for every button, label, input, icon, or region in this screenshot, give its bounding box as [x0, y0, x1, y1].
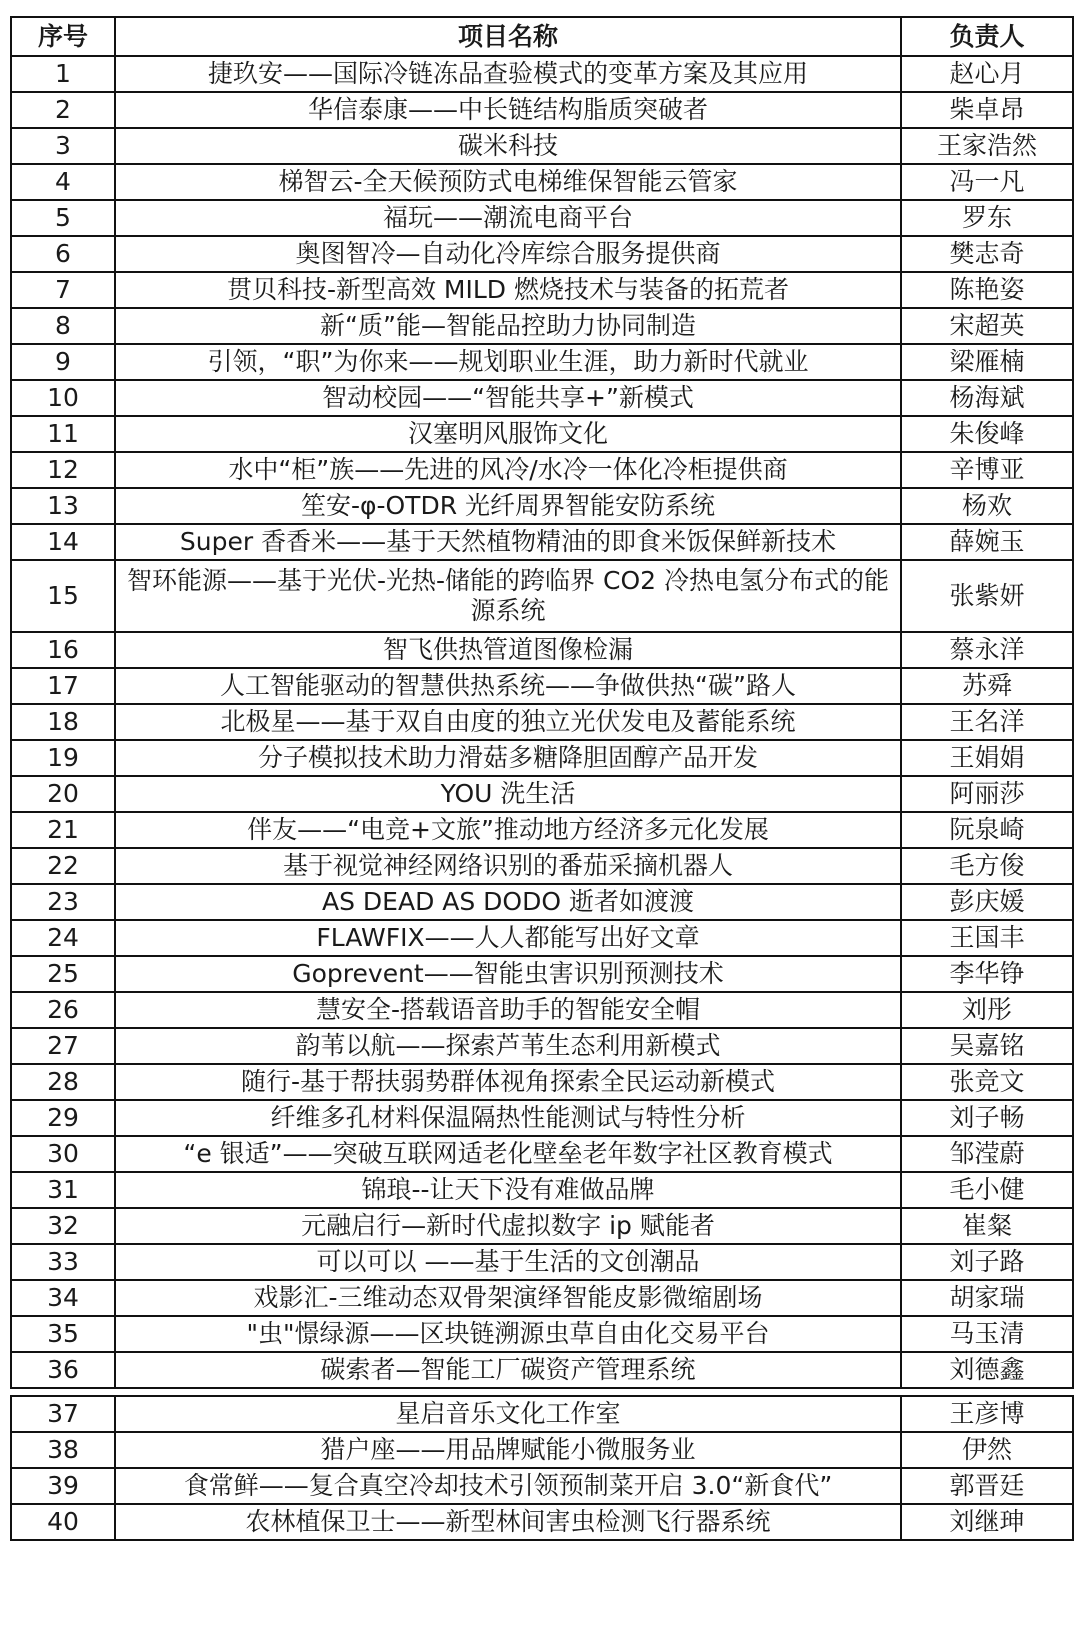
table-row: [11, 1468, 1073, 1504]
table-row: [11, 1280, 1073, 1316]
row-index: 40: [11, 1504, 115, 1540]
row-project-name: 贯贝科技-新型高效 MILD 燃烧技术与装备的拓荒者: [115, 272, 901, 308]
project-table-continued: [10, 1395, 1074, 1541]
row-project-name: 纤维多孔材料保温隔热性能测试与特性分析: [115, 1100, 901, 1136]
header-leader: 负责人: [901, 17, 1073, 56]
table-body: [11, 56, 1073, 1388]
row-index: 6: [11, 236, 115, 272]
row-project-name: 人工智能驱动的智慧供热系统——争做供热“碳”路人: [115, 668, 901, 704]
row-leader: 阿丽莎: [901, 776, 1073, 812]
row-index: 1: [11, 56, 115, 92]
row-project-name: “e 银适”——突破互联网适老化壁垒老年数字社区教育模式: [115, 1136, 901, 1172]
row-leader: 王娟娟: [901, 740, 1073, 776]
row-project-name: "虫"憬绿源——区块链溯源虫草自由化交易平台: [115, 1316, 901, 1352]
table-row: [11, 1352, 1073, 1388]
row-project-name: 分子模拟技术助力滑菇多糖降胆固醇产品开发: [115, 740, 901, 776]
table-row: [11, 1172, 1073, 1208]
row-leader: 王名洋: [901, 704, 1073, 740]
table-row: [11, 1504, 1073, 1540]
row-leader: 赵心月: [901, 56, 1073, 92]
table-row: [11, 308, 1073, 344]
row-leader: 杨海斌: [901, 380, 1073, 416]
header-index: 序号: [11, 17, 115, 56]
table-row: [11, 128, 1073, 164]
row-leader: 吴嘉铭: [901, 1028, 1073, 1064]
row-index: 30: [11, 1136, 115, 1172]
table-row: [11, 1100, 1073, 1136]
row-leader: 胡家瑞: [901, 1280, 1073, 1316]
row-project-name: 戏影汇-三维动态双骨架演绎智能皮影微缩剧场: [115, 1280, 901, 1316]
row-project-name: 碳索者—智能工厂碳资产管理系统: [115, 1352, 901, 1388]
table-row: [11, 92, 1073, 128]
row-leader: 阮泉崎: [901, 812, 1073, 848]
row-index: 3: [11, 128, 115, 164]
table-header-row: [11, 17, 1073, 56]
table-row: [11, 704, 1073, 740]
table-row: [11, 416, 1073, 452]
table-row: [11, 488, 1073, 524]
table-body-continued: [11, 1396, 1073, 1540]
table-row: [11, 164, 1073, 200]
row-leader: 王家浩然: [901, 128, 1073, 164]
row-project-name: 北极星——基于双自由度的独立光伏发电及蓄能系统: [115, 704, 901, 740]
row-project-name: YOU 洗生活: [115, 776, 901, 812]
row-leader: 毛小健: [901, 1172, 1073, 1208]
table-row: [11, 272, 1073, 308]
row-leader: 王彦博: [901, 1396, 1073, 1432]
row-index: 10: [11, 380, 115, 416]
row-project-name: 福玩——潮流电商平台: [115, 200, 901, 236]
row-index: 38: [11, 1432, 115, 1468]
row-index: 25: [11, 956, 115, 992]
row-index: 20: [11, 776, 115, 812]
row-project-name: 智环能源——基于光伏-光热-储能的跨临界 CO2 冷热电氢分布式的能源系统: [115, 560, 901, 632]
table-row: [11, 812, 1073, 848]
row-leader: 马玉清: [901, 1316, 1073, 1352]
row-project-name: 碳米科技: [115, 128, 901, 164]
row-leader: 刘子路: [901, 1244, 1073, 1280]
row-project-name: 汉塞明风服饰文化: [115, 416, 901, 452]
table-row: [11, 848, 1073, 884]
table-row: [11, 1396, 1073, 1432]
row-index: 15: [11, 560, 115, 632]
row-index: 12: [11, 452, 115, 488]
row-project-name: 基于视觉神经网络识别的番茄采摘机器人: [115, 848, 901, 884]
row-index: 7: [11, 272, 115, 308]
row-index: 28: [11, 1064, 115, 1100]
row-project-name: 元融启行—新时代虚拟数字 ip 赋能者: [115, 1208, 901, 1244]
row-index: 32: [11, 1208, 115, 1244]
row-leader: 郭晋廷: [901, 1468, 1073, 1504]
row-project-name: 食常鲜——复合真空冷却技术引领预制菜开启 3.0“新食代”: [115, 1468, 901, 1504]
project-table: [10, 16, 1074, 1389]
row-leader: 李华铮: [901, 956, 1073, 992]
row-leader: 薛婉玉: [901, 524, 1073, 560]
table-row: [11, 956, 1073, 992]
row-leader: 杨欢: [901, 488, 1073, 524]
table-row: [11, 668, 1073, 704]
row-project-name: 奥图智冷—自动化冷库综合服务提供商: [115, 236, 901, 272]
row-leader: 冯一凡: [901, 164, 1073, 200]
row-leader: 梁雁楠: [901, 344, 1073, 380]
row-project-name: 星启音乐文化工作室: [115, 1396, 901, 1432]
row-project-name: 随行-基于帮扶弱势群体视角探索全民运动新模式: [115, 1064, 901, 1100]
row-index: 36: [11, 1352, 115, 1388]
row-index: 31: [11, 1172, 115, 1208]
row-leader: 刘继珅: [901, 1504, 1073, 1540]
table-row: [11, 992, 1073, 1028]
row-index: 39: [11, 1468, 115, 1504]
row-project-name: 笙安-φ-OTDR 光纤周界智能安防系统: [115, 488, 901, 524]
table-row: [11, 1244, 1073, 1280]
row-leader: 朱俊峰: [901, 416, 1073, 452]
table-row: [11, 56, 1073, 92]
row-project-name: 新“质”能—智能品控助力协同制造: [115, 308, 901, 344]
row-index: 22: [11, 848, 115, 884]
row-leader: 彭庆媛: [901, 884, 1073, 920]
row-leader: 刘子畅: [901, 1100, 1073, 1136]
row-index: 5: [11, 200, 115, 236]
table-row: [11, 1028, 1073, 1064]
table-row: [11, 1316, 1073, 1352]
row-index: 11: [11, 416, 115, 452]
row-leader: 崔粲: [901, 1208, 1073, 1244]
row-project-name: 智动校园——“智能共享+”新模式: [115, 380, 901, 416]
row-leader: 辛博亚: [901, 452, 1073, 488]
row-index: 27: [11, 1028, 115, 1064]
row-index: 34: [11, 1280, 115, 1316]
row-leader: 蔡永洋: [901, 632, 1073, 668]
row-leader: 刘德鑫: [901, 1352, 1073, 1388]
row-index: 29: [11, 1100, 115, 1136]
table-row: [11, 1432, 1073, 1468]
table-row: [11, 740, 1073, 776]
row-project-name: 梯智云-全天候预防式电梯维保智能云管家: [115, 164, 901, 200]
row-leader: 苏舜: [901, 668, 1073, 704]
row-project-name: 韵苇以航——探索芦苇生态利用新模式: [115, 1028, 901, 1064]
row-index: 9: [11, 344, 115, 380]
row-project-name: 锦琅--让天下没有难做品牌: [115, 1172, 901, 1208]
row-leader: 宋超英: [901, 308, 1073, 344]
row-project-name: 水中“柜”族——先进的风冷/水冷一体化冷柜提供商: [115, 452, 901, 488]
row-index: 37: [11, 1396, 115, 1432]
row-leader: 张紫妍: [901, 560, 1073, 632]
row-index: 17: [11, 668, 115, 704]
row-project-name: 可以可以 ——基于生活的文创潮品: [115, 1244, 901, 1280]
row-leader: 伊然: [901, 1432, 1073, 1468]
row-index: 26: [11, 992, 115, 1028]
table-row: [11, 884, 1073, 920]
table-row: [11, 380, 1073, 416]
row-index: 16: [11, 632, 115, 668]
row-project-name: 慧安全-搭载语音助手的智能安全帽: [115, 992, 901, 1028]
row-index: 13: [11, 488, 115, 524]
row-project-name: 猎户座——用品牌赋能小微服务业: [115, 1432, 901, 1468]
row-project-name: 伴友——“电竞+文旅”推动地方经济多元化发展: [115, 812, 901, 848]
table-row: [11, 560, 1073, 632]
table-row: [11, 524, 1073, 560]
row-project-name: 华信泰康——中长链结构脂质突破者: [115, 92, 901, 128]
row-index: 4: [11, 164, 115, 200]
row-index: 18: [11, 704, 115, 740]
row-index: 8: [11, 308, 115, 344]
row-project-name: 农林植保卫士——新型林间害虫检测飞行器系统: [115, 1504, 901, 1540]
row-index: 33: [11, 1244, 115, 1280]
row-project-name: Super 香香米——基于天然植物精油的即食米饭保鲜新技术: [115, 524, 901, 560]
row-leader: 王国丰: [901, 920, 1073, 956]
row-leader: 樊志奇: [901, 236, 1073, 272]
row-index: 21: [11, 812, 115, 848]
table-row: [11, 1064, 1073, 1100]
row-index: 24: [11, 920, 115, 956]
table-row: [11, 1208, 1073, 1244]
row-index: 23: [11, 884, 115, 920]
project-list-page: [10, 16, 1072, 1541]
table-row: [11, 776, 1073, 812]
table-row: [11, 920, 1073, 956]
table-row: [11, 344, 1073, 380]
row-project-name: AS DEAD AS DODO 逝者如渡渡: [115, 884, 901, 920]
table-row: [11, 632, 1073, 668]
row-leader: 柴卓昂: [901, 92, 1073, 128]
table-row: [11, 236, 1073, 272]
header-project-name: 项目名称: [115, 17, 901, 56]
row-leader: 刘彤: [901, 992, 1073, 1028]
row-project-name: 引领，“职”为你来——规划职业生涯，助力新时代就业: [115, 344, 901, 380]
row-project-name: Goprevent——智能虫害识别预测技术: [115, 956, 901, 992]
row-index: 2: [11, 92, 115, 128]
row-leader: 张竞文: [901, 1064, 1073, 1100]
row-index: 14: [11, 524, 115, 560]
row-leader: 邹滢蔚: [901, 1136, 1073, 1172]
row-index: 19: [11, 740, 115, 776]
row-leader: 陈艳姿: [901, 272, 1073, 308]
row-leader: 罗东: [901, 200, 1073, 236]
row-project-name: FLAWFIX——人人都能写出好文章: [115, 920, 901, 956]
table-row: [11, 452, 1073, 488]
row-project-name: 智飞供热管道图像检漏: [115, 632, 901, 668]
row-project-name: 捷玖安——国际冷链冻品查验模式的变革方案及其应用: [115, 56, 901, 92]
table-row: [11, 200, 1073, 236]
table-row: [11, 1136, 1073, 1172]
row-index: 35: [11, 1316, 115, 1352]
row-leader: 毛方俊: [901, 848, 1073, 884]
